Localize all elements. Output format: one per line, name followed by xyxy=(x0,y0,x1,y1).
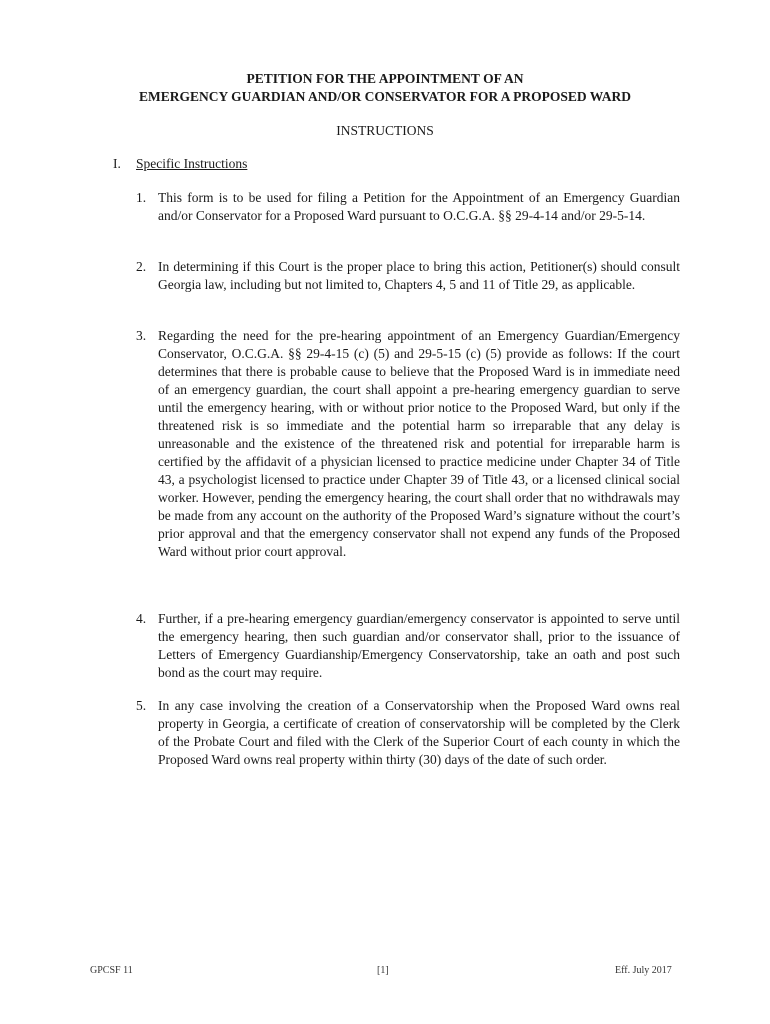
item-number: 2. xyxy=(136,259,147,274)
title-line-1: PETITION FOR THE APPOINTMENT OF AN xyxy=(246,71,524,86)
instruction-item-4 xyxy=(136,610,680,682)
item-text: Further, if a pre-hearing emergency guardian/emergency conservator is appointed to serve until the emergency hearing, then such guardian and/or conservator shall, prior to the issuance of Letters of Emergency Guardianship/Emergency Conservatorship, take an oath and post such bond as the court may require. xyxy=(158,611,680,680)
section-heading xyxy=(113,155,247,173)
document-title xyxy=(0,70,770,106)
item-text: This form is to be used for filing a Petition for the Appointment of an Emergency Guardian and/or Conservator for a Proposed Ward pursuant to O.C.G.A. §§ 29-4-14 and/or 29-5-14. xyxy=(158,190,680,223)
footer-effective-date: Eff. July 2017 xyxy=(615,965,672,976)
instruction-item-1 xyxy=(136,189,680,225)
item-text: In determining if this Court is the proper place to bring this action, Petitioner(s) should consult Georgia law, including but not limited to, Chapters 4, 5 and 11 of Title 29, as applicable. xyxy=(158,259,680,292)
footer-form-id: GPCSF 11 xyxy=(90,965,133,976)
item-text: In any case involving the creation of a Conservatorship when the Proposed Ward owns real property in Georgia, a certificate of creation of conservatorship will be completed by the Clerk of the Probate Court and filed with the Clerk of the Superior Court of each county in which the Proposed Ward owns real property within thirty (30) days of the date of such order. xyxy=(158,698,680,767)
item-number: 5. xyxy=(136,698,147,713)
item-text: Regarding the need for the pre-hearing appointment of an Emergency Guardian/Emergency Conservator, O.C.G.A. §§ 29-4-15 (c) (5) and 29-5-15 (c) (5) provide as follows: If the court determines that there is probable cause to believe that the Proposed Ward is in immediate need of an emergency guardian, the court shall appoint a pre-hearing emergency guardian to serve until the emergency hearing, with or without prior notice to the Proposed Ward, but only if the threatened risk is so immediate and the potential harm so irreparable that any delay is unreasonable and the existence of the threatened risk and potential for irreparable harm is certified by the affidavit of a physician licensed to practice medicine under Chapter 34 of Title 43, a psychologist licensed to practice under Chapter 39 of Title 43, or a licensed clinical social worker. However, pending the emergency hearing, the court shall order that no withdrawals may be made from any account on the authority of the Proposed Ward’s signature without the court’s prior approval and that the emergency conservator shall not expend any funds of the Proposed Ward without prior court approval. xyxy=(158,328,680,559)
item-number: 1. xyxy=(136,190,147,205)
item-number: 4. xyxy=(136,611,147,626)
instruction-item-2 xyxy=(136,258,680,294)
instruction-item-3 xyxy=(136,327,680,561)
title-line-2: EMERGENCY GUARDIAN AND/OR CONSERVATOR FOR A PROPOSED WARD xyxy=(139,89,631,104)
instruction-item-5 xyxy=(136,697,680,769)
instructions-heading: INSTRUCTIONS xyxy=(336,123,434,138)
item-number: 3. xyxy=(136,328,147,343)
section-title: Specific Instructions xyxy=(136,156,248,171)
footer-page-number: [1] xyxy=(377,965,389,976)
section-number: I. xyxy=(113,156,121,171)
